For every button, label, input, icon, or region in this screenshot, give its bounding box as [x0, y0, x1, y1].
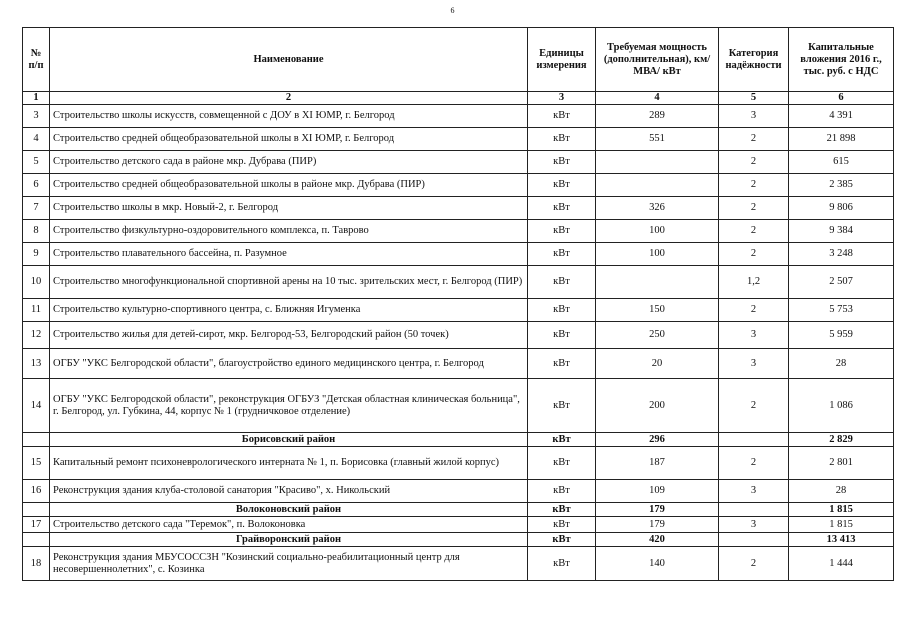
category-cell: 2 [719, 151, 789, 174]
object-name: Строительство школы искусств, совмещенной с ДОУ в XI ЮМР, г. Белгород [50, 105, 528, 128]
page-number: 6 [450, 6, 455, 15]
capex-cell: 28 [789, 480, 894, 503]
capex-cell: 9 806 [789, 197, 894, 220]
district-subtotal-row [23, 503, 894, 517]
category-cell: 1,2 [719, 266, 789, 299]
row-number [23, 503, 50, 517]
unit-cell: кВт [528, 480, 596, 503]
column-index-cell: 1 [23, 92, 50, 105]
table-row [23, 174, 894, 197]
row-number: 12 [23, 322, 50, 349]
power-cell: 187 [596, 447, 719, 480]
district-subtotal-row [23, 533, 894, 547]
unit-cell: кВт [528, 547, 596, 581]
capex-cell: 5 753 [789, 299, 894, 322]
unit-cell: кВт [528, 197, 596, 220]
row-number: 4 [23, 128, 50, 151]
column-index-cell: 4 [596, 92, 719, 105]
row-number [23, 433, 50, 447]
object-name: Строительство физкультурно-оздоровительного комплекса, п. Таврово [50, 220, 528, 243]
category-cell: 2 [719, 243, 789, 266]
category-cell [719, 433, 789, 447]
district-name: Борисовский район [50, 433, 528, 447]
row-number: 5 [23, 151, 50, 174]
category-cell: 3 [719, 322, 789, 349]
object-name: Реконструкция здания МБУСОССЗН "Козинский социально-реабилитационный центр для несовершеннолетних", с. Козинка [50, 547, 528, 581]
row-number: 11 [23, 299, 50, 322]
power-cell: 250 [596, 322, 719, 349]
object-name: Строительство плавательного бассейна, п. Разумное [50, 243, 528, 266]
category-cell: 2 [719, 220, 789, 243]
row-number: 3 [23, 105, 50, 128]
unit-cell: кВт [528, 243, 596, 266]
row-number: 8 [23, 220, 50, 243]
row-number [23, 533, 50, 547]
table-row [23, 128, 894, 151]
capex-cell: 2 385 [789, 174, 894, 197]
object-name: Строительство средней общеобразовательной школы в районе мкр. Дубрава (ПИР) [50, 174, 528, 197]
table-row [23, 243, 894, 266]
capex-cell: 2 829 [789, 433, 894, 447]
object-name: ОГБУ "УКС Белгородской области", реконструкция ОГБУЗ "Детская областная клиническая больница", г. Белгород, ул. Губкина, 44, корпус № 1 (грудничковое отделение) [50, 379, 528, 433]
capex-cell: 2 801 [789, 447, 894, 480]
object-name: ОГБУ "УКС Белгородской области", благоустройство единого медицинского центра, г. Белгород [50, 349, 528, 379]
table-row [23, 379, 894, 433]
power-cell: 100 [596, 220, 719, 243]
object-name: Строительство детского сада в районе мкр. Дубрава (ПИР) [50, 151, 528, 174]
row-number: 7 [23, 197, 50, 220]
row-number: 17 [23, 517, 50, 533]
unit-cell: кВт [528, 503, 596, 517]
power-cell: 289 [596, 105, 719, 128]
category-cell: 2 [719, 128, 789, 151]
capex-cell: 3 248 [789, 243, 894, 266]
row-number: 10 [23, 266, 50, 299]
capex-cell: 2 507 [789, 266, 894, 299]
unit-cell: кВт [528, 533, 596, 547]
header-power: Требуемая мощность (дополнительная), км/ МВА/ кВт [596, 28, 719, 92]
power-cell: 200 [596, 379, 719, 433]
row-number: 16 [23, 480, 50, 503]
table-row [23, 151, 894, 174]
table-row [23, 517, 894, 533]
power-cell: 326 [596, 197, 719, 220]
table-row [23, 299, 894, 322]
object-name: Строительство школы в мкр. Новый-2, г. Белгород [50, 197, 528, 220]
district-subtotal-row [23, 433, 894, 447]
header-num: № п/п [23, 28, 50, 92]
column-index-cell: 2 [50, 92, 528, 105]
capex-cell: 4 391 [789, 105, 894, 128]
object-name: Строительство средней общеобразовательной школы в XI ЮМР, г. Белгород [50, 128, 528, 151]
power-cell: 20 [596, 349, 719, 379]
unit-cell: кВт [528, 174, 596, 197]
power-cell: 179 [596, 517, 719, 533]
power-cell: 179 [596, 503, 719, 517]
object-name: Строительство жилья для детей-сирот, мкр. Белгород-53, Белгородский район (50 точек) [50, 322, 528, 349]
header-units: Единицы измерения [528, 28, 596, 92]
power-cell: 140 [596, 547, 719, 581]
unit-cell: кВт [528, 105, 596, 128]
capex-cell: 5 959 [789, 322, 894, 349]
category-cell: 2 [719, 379, 789, 433]
category-cell [719, 503, 789, 517]
header-capex: Капитальные вложения 2016 г., тыс. руб. с НДС [789, 28, 894, 92]
table-row [23, 480, 894, 503]
power-cell [596, 151, 719, 174]
table-row [23, 447, 894, 480]
capex-cell: 13 413 [789, 533, 894, 547]
unit-cell: кВт [528, 220, 596, 243]
power-cell [596, 174, 719, 197]
power-cell: 420 [596, 533, 719, 547]
row-number: 18 [23, 547, 50, 581]
header-category: Категория надёжности [719, 28, 789, 92]
category-cell: 2 [719, 174, 789, 197]
object-name: Строительство многофункциональной спортивной арены на 10 тыс. зрительских мест, г. Белгород (ПИР) [50, 266, 528, 299]
unit-cell: кВт [528, 433, 596, 447]
category-cell: 2 [719, 299, 789, 322]
object-name: Строительство детского сада "Теремок", п. Волоконовка [50, 517, 528, 533]
capex-cell: 1 815 [789, 517, 894, 533]
row-number: 14 [23, 379, 50, 433]
category-cell: 2 [719, 447, 789, 480]
unit-cell: кВт [528, 151, 596, 174]
row-number: 9 [23, 243, 50, 266]
district-name: Волоконовский район [50, 503, 528, 517]
table-body [23, 105, 894, 581]
capex-cell: 1 444 [789, 547, 894, 581]
capex-cell: 1 086 [789, 379, 894, 433]
header-name: Наименование [50, 28, 528, 92]
category-cell: 3 [719, 105, 789, 128]
unit-cell: кВт [528, 322, 596, 349]
column-index-cell: 5 [719, 92, 789, 105]
power-cell: 551 [596, 128, 719, 151]
column-index-cell: 3 [528, 92, 596, 105]
table-row [23, 266, 894, 299]
unit-cell: кВт [528, 299, 596, 322]
category-cell [719, 533, 789, 547]
table-row [23, 105, 894, 128]
unit-cell: кВт [528, 266, 596, 299]
table-row [23, 220, 894, 243]
object-name: Реконструкция здания клуба-столовой санатория "Красиво", х. Никольский [50, 480, 528, 503]
table-row [23, 349, 894, 379]
capex-cell: 615 [789, 151, 894, 174]
table-row [23, 322, 894, 349]
capex-cell: 1 815 [789, 503, 894, 517]
unit-cell: кВт [528, 517, 596, 533]
category-cell: 3 [719, 480, 789, 503]
category-cell: 2 [719, 547, 789, 581]
unit-cell: кВт [528, 349, 596, 379]
table-row [23, 197, 894, 220]
row-number: 15 [23, 447, 50, 480]
unit-cell: кВт [528, 447, 596, 480]
power-cell: 109 [596, 480, 719, 503]
capex-cell: 21 898 [789, 128, 894, 151]
capex-cell: 9 384 [789, 220, 894, 243]
capex-cell: 28 [789, 349, 894, 379]
object-name: Строительство культурно-спортивного центра, с. Ближняя Игуменка [50, 299, 528, 322]
category-cell: 2 [719, 197, 789, 220]
row-number: 13 [23, 349, 50, 379]
object-name: Капитальный ремонт психоневрологического интерната № 1, п. Борисовка (главный жилой корпус) [50, 447, 528, 480]
column-index-cell: 6 [789, 92, 894, 105]
category-cell: 3 [719, 349, 789, 379]
power-cell: 296 [596, 433, 719, 447]
power-cell: 100 [596, 243, 719, 266]
row-number: 6 [23, 174, 50, 197]
unit-cell: кВт [528, 379, 596, 433]
unit-cell: кВт [528, 128, 596, 151]
category-cell: 3 [719, 517, 789, 533]
district-name: Грайворонский район [50, 533, 528, 547]
power-cell [596, 266, 719, 299]
power-cell: 150 [596, 299, 719, 322]
table-row [23, 547, 894, 581]
column-index-row [23, 92, 894, 105]
investment-table [22, 27, 894, 581]
